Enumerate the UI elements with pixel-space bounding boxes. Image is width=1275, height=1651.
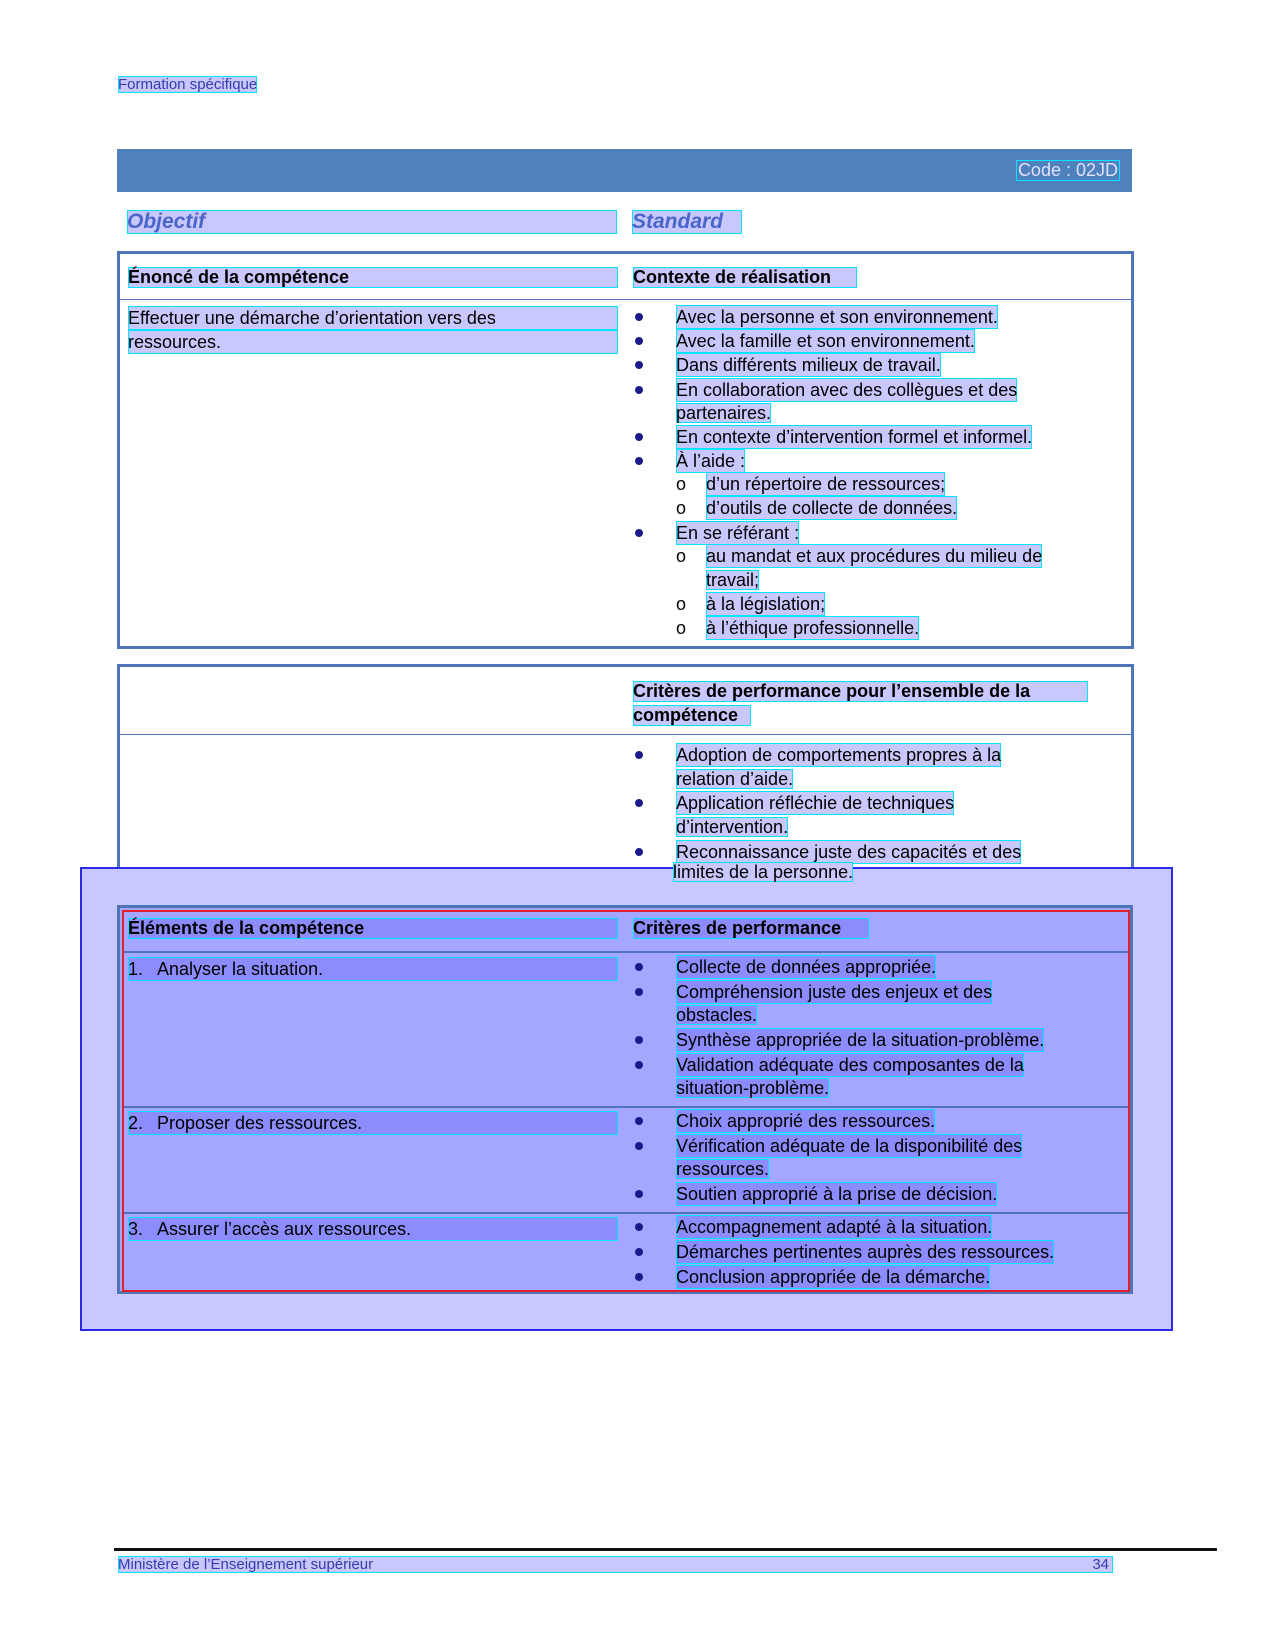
element-number: 1.	[128, 959, 144, 979]
bullet-icon	[635, 1190, 643, 1198]
bullet-icon	[635, 1142, 643, 1150]
circle-bullet-icon: o	[676, 618, 687, 638]
bullet-icon	[635, 313, 643, 321]
overall-criteria-heading-line-1: Critères de performance pour l’ensemble de la	[633, 681, 1088, 702]
circle-bullet-icon: o	[676, 594, 687, 614]
row-divider	[124, 1212, 1128, 1214]
element-row-3	[128, 1217, 618, 1241]
overall-criteria-continuation: limites de la personne.	[673, 862, 854, 882]
element-label: Assurer l’accès aux ressources.	[157, 1219, 412, 1239]
footer-rule	[114, 1548, 1217, 1551]
overall-criteria-heading-line-2: compétence	[633, 705, 751, 726]
standard-title: Standard	[632, 210, 742, 234]
bullet-icon	[635, 337, 643, 345]
footer-bar	[118, 1556, 1113, 1573]
overall-criteria-continuation: d’intervention.	[676, 817, 789, 837]
contexte-heading: Contexte de réalisation	[633, 267, 857, 288]
bullet-icon	[635, 1273, 643, 1281]
objectif-title: Objectif	[127, 210, 617, 234]
overall-criteria-box: Critères de performance pour l’ensemble de la compétence Adoption de comportements propres à la relation d’aide. Application réfléchie de techniques d’intervention. Reconnaissance juste des capacités et des	[117, 664, 1134, 890]
criteria-continuation: situation-problème.	[676, 1078, 830, 1098]
element-label: Analyser la situation.	[157, 959, 324, 979]
enonce-heading: Énoncé de la compétence	[128, 267, 618, 288]
bullet-icon	[635, 751, 643, 759]
criteria-heading: Critères de performance	[633, 918, 869, 939]
bullet-icon	[635, 1061, 643, 1069]
bullet-icon	[635, 1223, 643, 1231]
bullet-icon	[635, 1036, 643, 1044]
statement-line-1: Effectuer une démarche d’orientation vers des	[128, 306, 618, 330]
bullet-icon	[635, 963, 643, 971]
circle-bullet-icon: o	[676, 474, 687, 494]
bullet-icon	[635, 988, 643, 996]
page-header-title: Formation spécifique	[118, 76, 258, 93]
bullet-icon	[635, 1117, 643, 1125]
bullet-icon	[635, 361, 643, 369]
circle-bullet-icon: o	[676, 498, 687, 518]
row-divider	[124, 951, 1128, 953]
bullet-icon	[635, 1248, 643, 1256]
bullet-icon	[635, 848, 643, 856]
criteria-continuation: obstacles.	[676, 1005, 758, 1025]
page-number: 34	[1092, 1556, 1109, 1573]
footer-ministry: Ministère de l’Enseignement supérieur	[118, 1556, 374, 1573]
criteria-continuation: ressources.	[676, 1159, 770, 1179]
context-subitem-continuation: travail;	[706, 570, 760, 590]
bullet-icon	[635, 529, 643, 537]
code-bar	[117, 149, 1132, 192]
overall-criteria-continuation: relation d’aide.	[676, 769, 794, 789]
circle-bullet-icon: o	[676, 546, 687, 566]
bullet-icon	[635, 457, 643, 465]
statement-line-2: ressources.	[128, 330, 618, 354]
context-item-continuation: partenaires.	[676, 403, 772, 423]
element-row-2	[128, 1111, 618, 1135]
competency-box: Énoncé de la compétence Contexte de réalisation Effectuer une démarche d’orientation vers des ressources. Avec la personne et son environnement. Avec la famille et son environnement. Dans différents milieux de travail. En collaboration avec des collègues et des partenaires. En contexte d’intervention formel et informel. À l’aide : o d’un répertoire de ressources; o d’outils de collecte de données. En se référant : o au mandat et aux procédures du milieu de travail; o à la législation; o à l’éthique professionnelle.	[117, 251, 1134, 649]
row-divider	[124, 1106, 1128, 1108]
competency-code: Code : 02JD	[1017, 160, 1118, 180]
element-number: 3.	[128, 1219, 144, 1239]
element-label: Proposer des ressources.	[157, 1113, 363, 1133]
elements-heading: Éléments de la compétence	[128, 918, 618, 939]
element-row-1	[128, 957, 618, 981]
bullet-icon	[635, 386, 643, 394]
bullet-icon	[635, 799, 643, 807]
bullet-icon	[635, 433, 643, 441]
element-number: 2.	[128, 1113, 144, 1133]
